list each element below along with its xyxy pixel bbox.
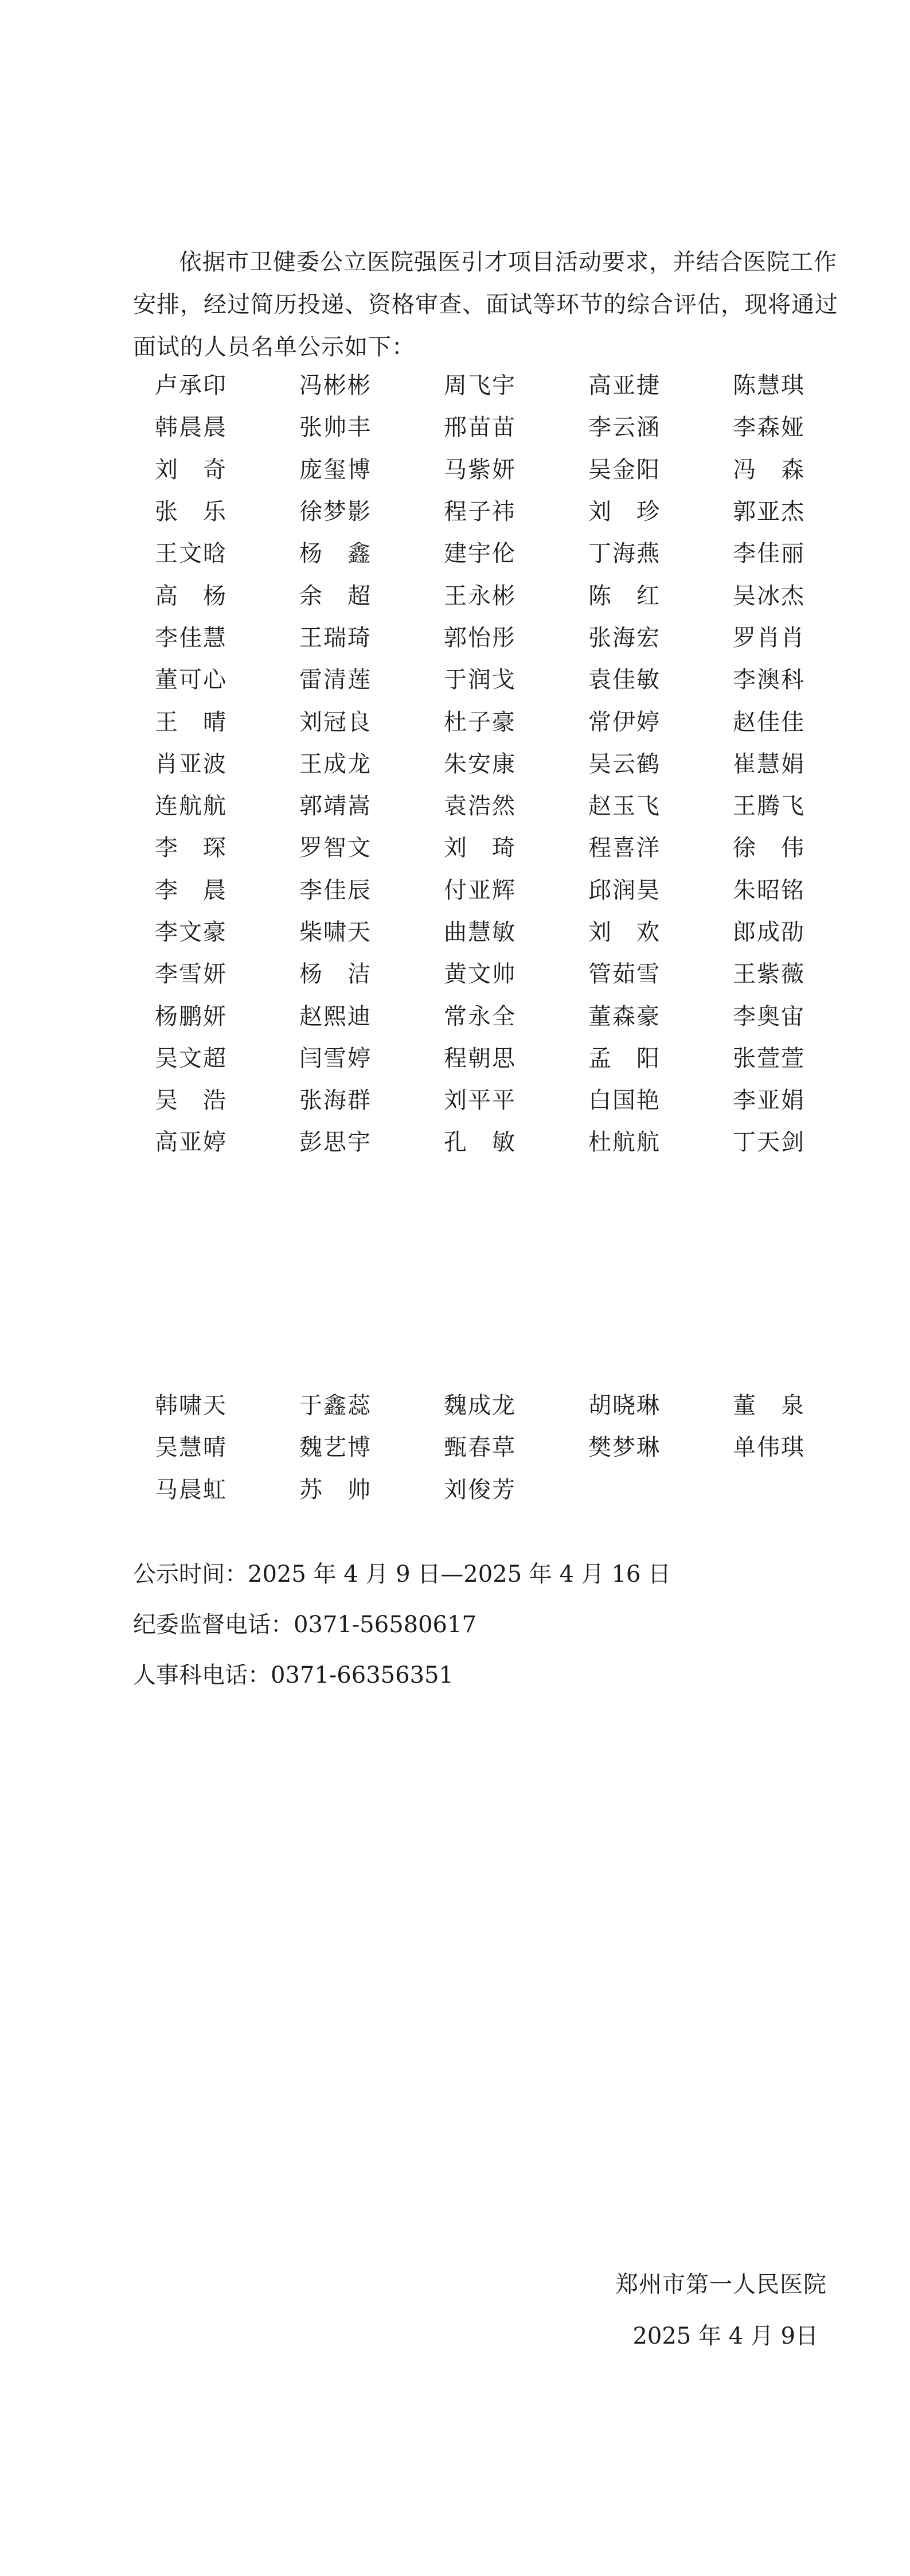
- person-name: 袁佳敏: [588, 667, 661, 694]
- name-row: [155, 1077, 877, 1119]
- person-name: 袁浩然: [444, 793, 516, 820]
- name-row: [155, 1467, 877, 1509]
- person-name: 郭靖嵩: [299, 793, 372, 820]
- person-name: 程子祎: [444, 499, 516, 526]
- person-name: 张萱萱: [733, 1045, 805, 1072]
- person-name: 闫雪婷: [299, 1045, 372, 1072]
- name-row: [155, 447, 877, 489]
- person-name: 吴 浩: [155, 1087, 227, 1114]
- person-name: 曲慧敏: [444, 919, 516, 945]
- person-name: 李云涵: [588, 414, 661, 441]
- person-name: 罗智文: [299, 835, 372, 862]
- person-name: 董森豪: [588, 1003, 661, 1030]
- person-name: 郭怡彤: [444, 624, 516, 651]
- person-name: 李文豪: [155, 919, 227, 945]
- person-name: 樊梦琳: [588, 1434, 661, 1461]
- person-name: 周飞宇: [444, 372, 516, 399]
- person-name: 冯 森: [733, 456, 805, 483]
- person-name: 吴文超: [155, 1045, 227, 1072]
- name-row: [155, 699, 877, 741]
- name-row: [155, 615, 877, 657]
- person-name: 朱安康: [444, 750, 516, 777]
- person-name: 王紫薇: [733, 961, 805, 988]
- person-name: 常永全: [444, 1003, 516, 1030]
- person-name: 赵佳佳: [733, 709, 805, 736]
- person-name: 高 杨: [155, 582, 227, 609]
- name-row: [155, 909, 877, 951]
- person-name: 孔 敏: [444, 1129, 516, 1156]
- person-name: 余 超: [299, 582, 372, 609]
- name-row: [155, 489, 877, 531]
- person-name: 徐 伟: [733, 835, 805, 862]
- name-list-part1: [155, 363, 877, 1162]
- person-name: 陈慧琪: [733, 372, 805, 399]
- name-row: [155, 741, 877, 783]
- person-name: 刘 珍: [588, 499, 661, 526]
- person-name: 刘平平: [444, 1087, 516, 1114]
- person-name: 程朝思: [444, 1045, 516, 1072]
- person-name: 王文晗: [155, 540, 227, 567]
- person-name: 李佳丽: [733, 540, 805, 567]
- person-name: 李澳科: [733, 667, 805, 694]
- person-name: 于润戈: [444, 667, 516, 694]
- person-name: 吴冰杰: [733, 582, 805, 609]
- person-name: 魏艺博: [299, 1434, 372, 1461]
- person-name: 马晨虹: [155, 1476, 227, 1503]
- name-row: [155, 1425, 877, 1466]
- person-name: 刘 欢: [588, 919, 661, 945]
- person-name: 张帅丰: [299, 414, 372, 441]
- supervision-phone: 纪委监督电话：0371-56580617: [133, 1612, 477, 1638]
- person-name: 韩晨晨: [155, 414, 227, 441]
- person-name: 白国艳: [588, 1087, 661, 1114]
- publicity-period: 公示时间：2025 年 4 月 9 日—2025 年 4 月 16 日: [133, 1561, 671, 1587]
- person-name: 郭亚杰: [733, 499, 805, 526]
- name-row: [155, 1383, 877, 1425]
- person-name: 杨 鑫: [299, 540, 372, 567]
- person-name: 李雪妍: [155, 961, 227, 988]
- person-name: 马紫妍: [444, 456, 516, 483]
- person-name: 彭思宇: [299, 1129, 372, 1156]
- person-name: 王腾飞: [733, 793, 805, 820]
- hr-phone: 人事科电话：0371-66356351: [133, 1662, 454, 1688]
- person-name: 刘冠良: [299, 709, 372, 736]
- person-name: 于鑫蕊: [299, 1392, 372, 1419]
- name-row: [155, 867, 877, 909]
- person-name: 张 乐: [155, 499, 227, 526]
- person-name: 赵熙迪: [299, 1003, 372, 1030]
- person-name: 魏成龙: [444, 1392, 516, 1419]
- person-name: 董 泉: [733, 1392, 805, 1419]
- person-name: 李佳辰: [299, 877, 372, 904]
- person-name: 连航航: [155, 793, 227, 820]
- person-name: 董可心: [155, 667, 227, 694]
- person-name: 单伟琪: [733, 1434, 805, 1461]
- person-name: 罗肖肖: [733, 624, 805, 651]
- person-name: 丁天剑: [733, 1129, 805, 1156]
- person-name: 柴啸天: [299, 919, 372, 945]
- person-name: 李森娅: [733, 414, 805, 441]
- person-name: 程喜洋: [588, 835, 661, 862]
- person-name: 朱昭铭: [733, 877, 805, 904]
- person-name: 邱润昊: [588, 877, 661, 904]
- person-name: 建宇伦: [444, 540, 516, 567]
- person-name: 徐梦影: [299, 499, 372, 526]
- name-row: [155, 1119, 877, 1161]
- person-name: 李奥宙: [733, 1003, 805, 1030]
- person-name: 李亚娟: [733, 1087, 805, 1114]
- person-name: 胡晓琳: [588, 1392, 661, 1419]
- person-name: 吴云鹤: [588, 750, 661, 777]
- person-name: 王永彬: [444, 582, 516, 609]
- person-name: 苏 帅: [299, 1476, 372, 1503]
- person-name: 丁海燕: [588, 540, 661, 567]
- person-name: 王成龙: [299, 750, 372, 777]
- signature-date: 2025 年 4 月 9日: [632, 2323, 818, 2349]
- name-row: [155, 993, 877, 1035]
- person-name: 李 琛: [155, 835, 227, 862]
- person-name: 刘 奇: [155, 456, 227, 483]
- person-name: 付亚辉: [444, 877, 516, 904]
- person-name: 卢承印: [155, 372, 227, 399]
- person-name: 刘 琦: [444, 835, 516, 862]
- signature-organization: 郑州市第一人民医院: [615, 2271, 827, 2298]
- person-name: 陈 红: [588, 582, 661, 609]
- name-row: [155, 1036, 877, 1077]
- person-name: 刘俊芳: [444, 1476, 516, 1503]
- person-name: 崔慧娟: [733, 750, 805, 777]
- person-name: 高亚婷: [155, 1129, 227, 1156]
- person-name: 杜航航: [588, 1129, 661, 1156]
- person-name: 黄文帅: [444, 961, 516, 988]
- person-name: 李佳慧: [155, 624, 227, 651]
- name-row: [155, 363, 877, 404]
- person-name: 邢苗苗: [444, 414, 516, 441]
- person-name: 庞玺博: [299, 456, 372, 483]
- person-name: 王瑞琦: [299, 624, 372, 651]
- person-name: 赵玉飞: [588, 793, 661, 820]
- person-name: 冯彬彬: [299, 372, 372, 399]
- person-name: 肖亚波: [155, 750, 227, 777]
- person-name: 李 晨: [155, 877, 227, 904]
- name-row: [155, 657, 877, 699]
- person-name: 张海群: [299, 1087, 372, 1114]
- person-name: 甄春草: [444, 1434, 516, 1461]
- name-row: [155, 825, 877, 867]
- person-name: 吴金阳: [588, 456, 661, 483]
- person-name: 孟 阳: [588, 1045, 661, 1072]
- person-name: 雷清莲: [299, 667, 372, 694]
- name-list-part2: [155, 1383, 877, 1509]
- name-row: [155, 951, 877, 993]
- name-row: [155, 573, 877, 614]
- person-name: 高亚捷: [588, 372, 661, 399]
- name-row: [155, 531, 877, 573]
- name-row: [155, 783, 877, 825]
- person-name: 杜子豪: [444, 709, 516, 736]
- person-name: 管茹雪: [588, 961, 661, 988]
- person-name: 杨 洁: [299, 961, 372, 988]
- name-row: [155, 404, 877, 446]
- intro-paragraph: 依据市卫健委公立医院强医引才项目活动要求，并结合医院工作安排，经过简历投递、资格审查、面试等环节的综合评估，现将通过面试的人员名单公示如下：: [133, 249, 838, 360]
- person-name: 张海宏: [588, 624, 661, 651]
- person-name: 杨鹏妍: [155, 1003, 227, 1030]
- person-name: 韩啸天: [155, 1392, 227, 1419]
- person-name: 王 晴: [155, 709, 227, 736]
- person-name: 常伊婷: [588, 709, 661, 736]
- person-name: 吴慧晴: [155, 1434, 227, 1461]
- person-name: 郎成劭: [733, 919, 805, 945]
